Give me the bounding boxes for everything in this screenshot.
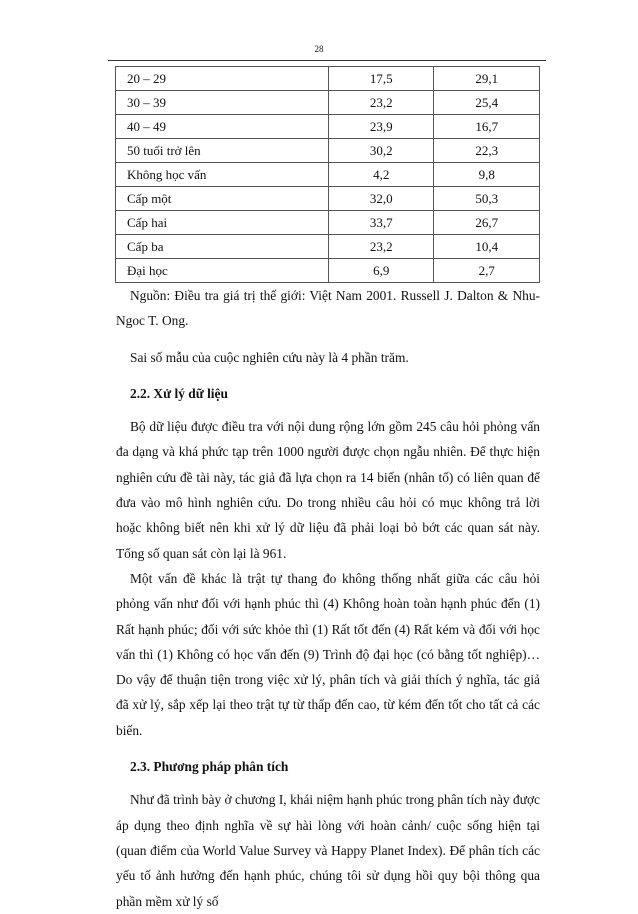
table-row xyxy=(116,91,540,115)
table-row xyxy=(116,259,540,283)
value-col-1: 23,2 xyxy=(328,235,434,259)
value-col-1: 17,5 xyxy=(328,67,434,91)
paragraph: Một vấn đề khác là trật tự thang đo không thống nhất giữa các câu hỏi phỏng vấn như đối với hạnh phúc thì (4) Không hoàn toàn hạnh phúc đến (1) Rất hạnh phúc; đối với sức khỏe thì (1) Rất tốt đến (4) Rất kém và đối với học vấn thì (1) Không có học vấn đến (9) Trình độ đại học (có bằng tốt nghiệp)… Do vậy để thuận tiện trong việc xử lý, phân tích và giải thích ý nghĩa, tác giả đã xử lý, sắp xếp lại theo trật tự từ thấp đến cao, từ kém đến tốt cho tất cả các biến. xyxy=(116,570,540,738)
section-heading-2-2: 2.2. Xử lý dữ liệu xyxy=(130,385,228,401)
value-col-1: 23,2 xyxy=(328,91,434,115)
paragraph: Bộ dữ liệu được điều tra với nội dung rộng lớn gồm 245 câu hỏi phỏng vấn đa dạng và khá phức tạp trên 1000 người được chọn ngẫu nhiên. Để thực hiện nghiên cứu đề tài này, tác giả đã lựa chọn ra 14 biến (nhân tố) có liên quan để đưa vào mô hình nghiên cứu. Do trong nhiều câu hỏi có mục không trả lời hoặc không biết nên khi xử lý dữ liệu đã phải loại bỏ bớt các quan sát này. Tổng số quan sát còn lại là 961. xyxy=(116,419,540,561)
value-col-2: 9,8 xyxy=(434,163,540,187)
value-col-1: 33,7 xyxy=(328,211,434,235)
statistics-table-body xyxy=(116,67,540,283)
source-note: Nguồn: Điều tra giá trị thế giới: Việt Nam 2001. Russell J. Dalton & Nhu-Ngoc T. Ong. xyxy=(116,288,540,329)
row-label: 30 – 39 xyxy=(116,91,329,115)
table-row xyxy=(116,187,540,211)
value-col-1: 4,2 xyxy=(328,163,434,187)
value-col-2: 29,1 xyxy=(434,67,540,91)
row-label: 20 – 29 xyxy=(116,67,329,91)
row-label: Đại học xyxy=(116,259,329,283)
value-col-1: 30,2 xyxy=(328,139,434,163)
table-row xyxy=(116,211,540,235)
row-label: Không học vấn xyxy=(116,163,329,187)
table-row xyxy=(116,163,540,187)
table-row xyxy=(116,115,540,139)
table-row xyxy=(116,67,540,91)
value-col-1: 32,0 xyxy=(328,187,434,211)
value-col-2: 10,4 xyxy=(434,235,540,259)
table-row xyxy=(116,235,540,259)
statistics-table xyxy=(115,66,540,283)
header-rule xyxy=(108,60,546,61)
row-label: Cấp ba xyxy=(116,235,329,259)
row-label: Cấp một xyxy=(116,187,329,211)
sampling-error-note: Sai số mẫu của cuộc nghiên cứu này là 4 phần trăm. xyxy=(130,349,409,365)
row-label: 50 tuổi trở lên xyxy=(116,139,329,163)
value-col-1: 6,9 xyxy=(328,259,434,283)
body-text xyxy=(116,283,540,914)
section-heading-2-3: 2.3. Phương pháp phân tích xyxy=(130,759,289,775)
value-col-1: 23,9 xyxy=(328,115,434,139)
value-col-2: 50,3 xyxy=(434,187,540,211)
value-col-2: 25,4 xyxy=(434,91,540,115)
page-number: 28 xyxy=(314,44,324,54)
value-col-2: 2,7 xyxy=(434,259,540,283)
row-label: 40 – 49 xyxy=(116,115,329,139)
row-label: Cấp hai xyxy=(116,211,329,235)
table-row xyxy=(116,139,540,163)
value-col-2: 26,7 xyxy=(434,211,540,235)
value-col-2: 22,3 xyxy=(434,139,540,163)
paragraph: Như đã trình bày ở chương I, khái niệm hạnh phúc trong phân tích này được áp dụng theo định nghĩa về sự hài lòng với hoàn cảnh/ cuộc sống hiện tại (quan điểm của World Value Survey và Happy Planet Index). Để phân tích các yếu tố ảnh hưởng đến hạnh phúc, chúng tôi sử dụng hồi quy bội thông qua phần mềm xử lý số xyxy=(116,792,540,909)
value-col-2: 16,7 xyxy=(434,115,540,139)
